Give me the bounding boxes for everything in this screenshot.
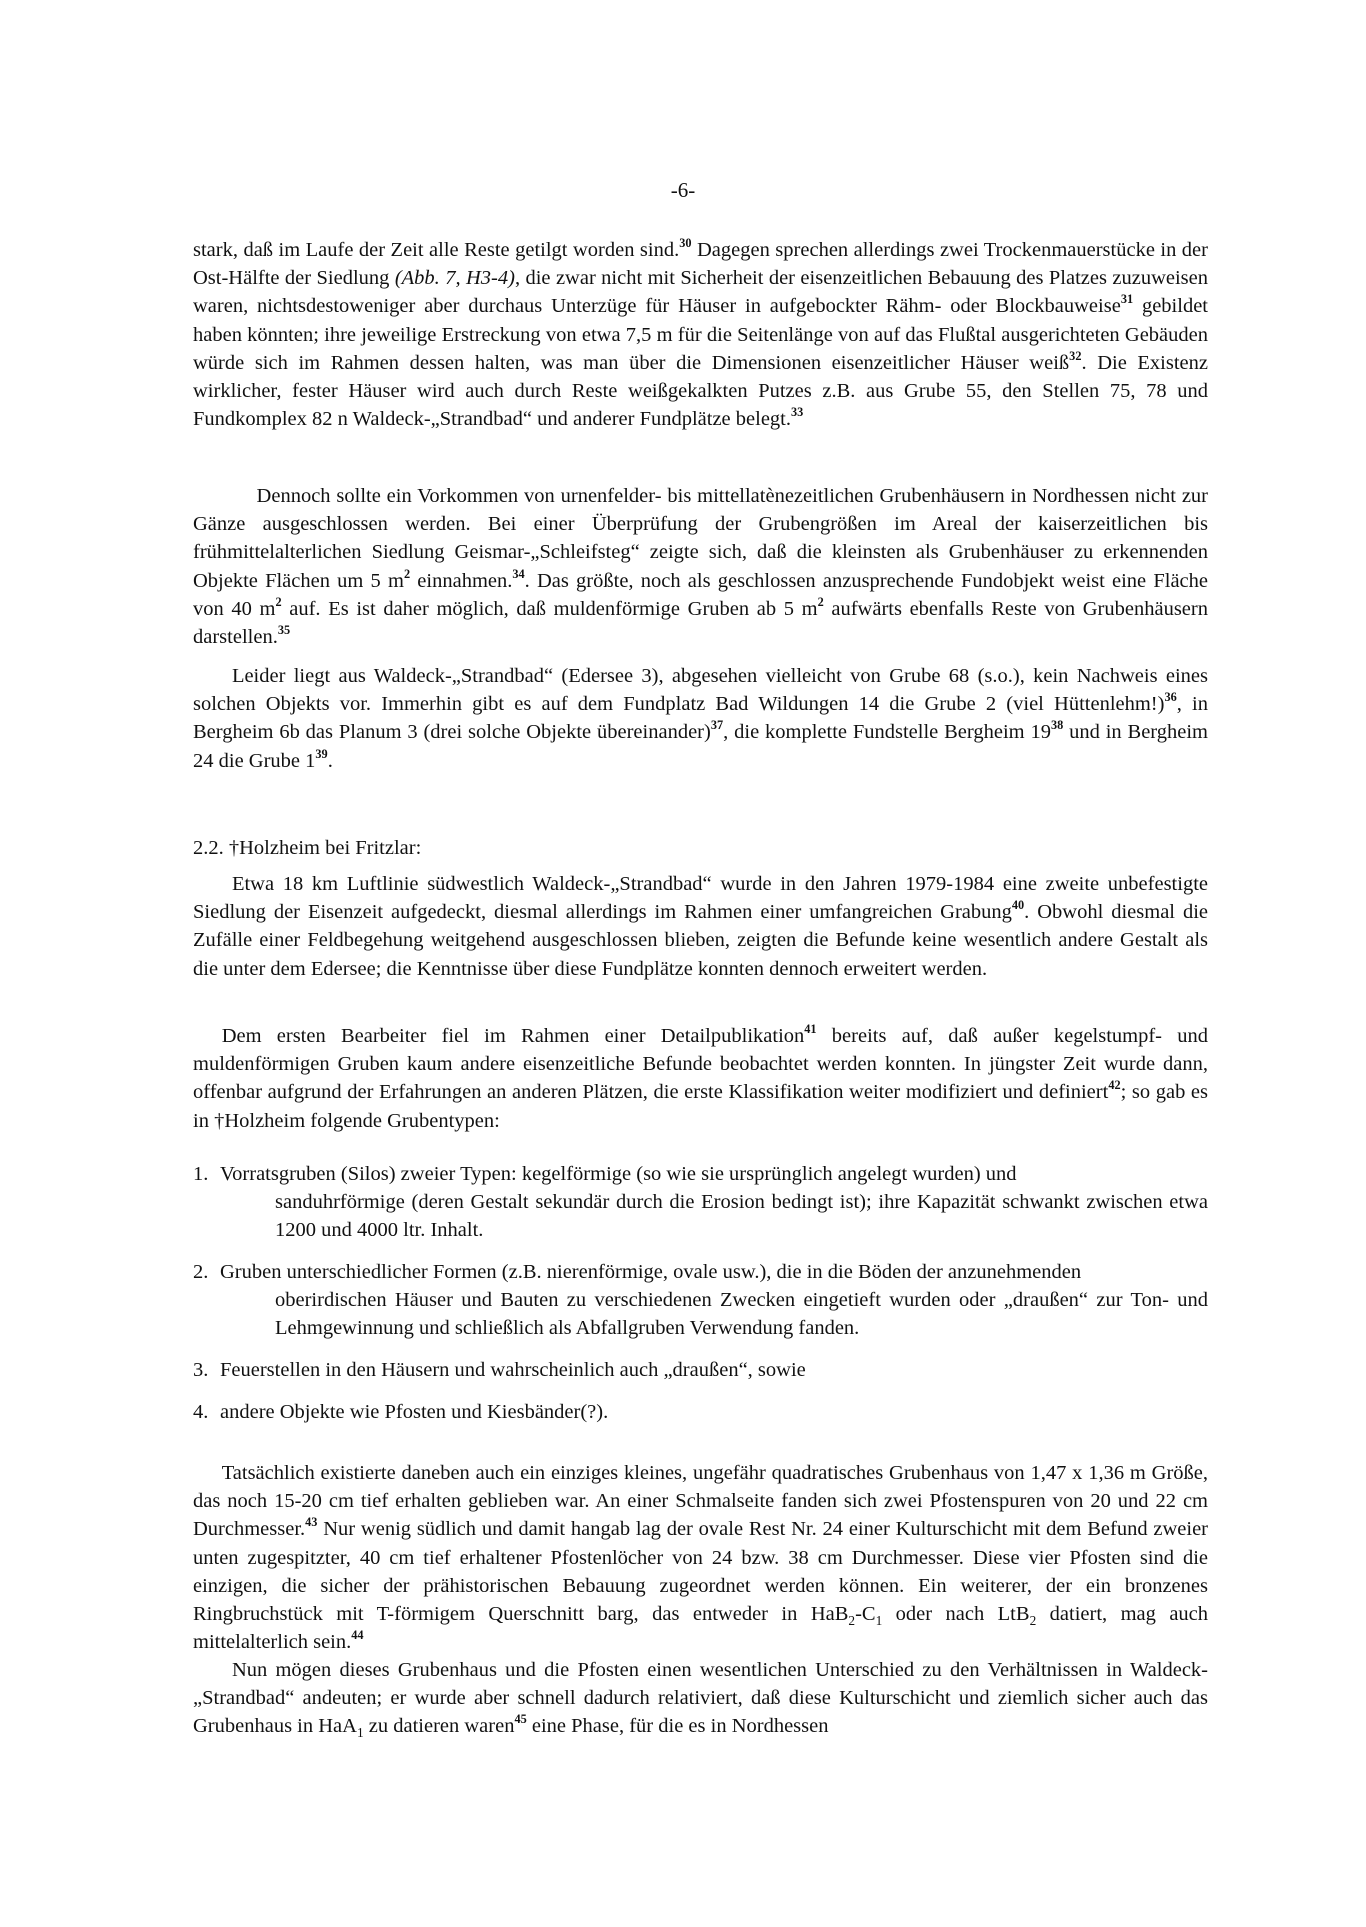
paragraph-4	[193, 870, 1208, 983]
footnote-ref: 41	[804, 1021, 817, 1036]
text: , die komplette Fundstelle Bergheim 19	[723, 721, 1051, 744]
footnote-ref: 30	[679, 235, 692, 250]
text: ; so gab es in †Holzheim folgende Grubentypen:	[193, 1081, 1208, 1132]
subscript: 2	[1029, 1613, 1037, 1629]
list-item	[193, 1258, 1208, 1343]
text: -C	[855, 1603, 876, 1626]
text: , in Bergheim 6b das Planum 3 (drei solche Objekte übereinander)	[193, 693, 1208, 744]
list-number: 3.	[193, 1359, 209, 1381]
text: Etwa 18 km Luftlinie südwestlich Waldeck-„Strandbad“ wurde in den Jahren 1979-1984 eine zweite unbefestigte Siedlung der Eisenzeit aufgedeckt, diesmal allerdings im Rahmen einer umfangreichen Grabung	[193, 873, 1208, 924]
paragraph-7	[193, 1656, 1208, 1741]
list-text-continued: oberirdischen Häuser und Bauten zu verschiedenen Zwecken eingetieft wurden oder „draußen“ zur Ton- und Lehmgewinnung und schließlich als Abfallgruben Verwendung fanden.	[275, 1289, 1208, 1340]
footnote-ref: 32	[1069, 348, 1082, 363]
text: Leider liegt aus Waldeck-„Strandbad“ (Edersee 3), abgesehen vielleicht von Grube 68 (s.o.), kein Nachweis eines solchen Objekts vor. Immerhin gibt es auf dem Fundplatz Bad Wildungen 14 die Grube 2 (viel Hüttenlehm!)	[193, 665, 1208, 716]
superscript: 2	[817, 594, 824, 609]
footnote-ref: 39	[315, 746, 328, 761]
superscript: 2	[403, 566, 411, 581]
list-number: 1.	[193, 1163, 209, 1185]
text: , die zwar nicht mit Sicherheit der eisenzeitlichen Bebauung des Platzes zuzuweisen waren, nichtsdestoweniger aber durchaus Unterzüge für Häuser in aufgebockter Rähm- oder Blockbauweise	[193, 267, 1208, 318]
subscript: 2	[848, 1613, 856, 1629]
footnote-ref: 45	[514, 1712, 527, 1727]
footnote-ref: 42	[1108, 1078, 1121, 1093]
text: und in Bergheim 24 die Grube 1	[193, 721, 1209, 772]
section-heading: 2.2. †Holzheim bei Fritzlar:	[193, 837, 422, 859]
text: auf. Es ist daher möglich, daß muldenförmige Gruben ab 5 m	[281, 597, 818, 620]
list-text-continued: sanduhrförmige (deren Gestalt sekundär durch die Erosion bedingt ist); ihre Kapazität schwankt zwischen etwa 1200 und 4000 ltr. Inhalt.	[275, 1191, 1208, 1242]
text: oder nach LtB	[882, 1603, 1030, 1626]
text: . Die Existenz wirklicher, fester Häuser wird auch durch Reste weißgekalkten Putzes z.B. aus Grube 55, den Stellen 75, 78 und Fundkomplex 82 n Waldeck-„Strandbad“ und anderer Fundplätze belegt.	[193, 351, 1208, 431]
list-item	[193, 1160, 1208, 1245]
text: Dennoch sollte ein Vorkommen von urnenfelder- bis mittellatènezeitlichen Grubenhäusern in Nordhessen nicht zur Gänze ausgeschlossen werden. Bei einer Überprüfung der Grubengrößen im Areal der kaiserzeitlichen bis frühmittelalterlichen Siedlung Geismar-„Schleifsteg“ zeigte sich, daß die kleinsten als Grubenhäuser zu erkennenden Objekte Flächen um 5 m	[193, 485, 1208, 592]
text: Nun mögen dieses Grubenhaus und die Pfosten einen wesentlichen Unterschied zu den Verhältnissen in Waldeck-„Strandbad“ andeuten; er wurde aber schnell dadurch relativiert, daß diese Kulturschicht und ziemlich sicher auch das Grubenhaus in HaA	[193, 1659, 1208, 1738]
paragraph-3	[193, 662, 1208, 775]
paragraph-2	[193, 482, 1208, 651]
text: . Das größte, noch als geschlossen anzusprechende Fundobjekt weist eine Fläche von 40 m	[193, 569, 1208, 620]
text: bereits auf, daß außer kegelstumpf- und muldenförmigen Gruben kaum andere eisenzeitliche Befunde beobachtet werden konnten. In jüngster Zeit wurde dann, offenbar aufgrund der Erfahrungen an anderen Plätzen, die erste Klassifikation weiter modifiziert und definiert	[193, 1025, 1209, 1104]
subscript: 1	[356, 1725, 364, 1741]
text: Nur wenig südlich und damit hangab lag der ovale Rest Nr. 24 einer Kulturschicht mit dem Befund zweier unten zugespitzter, 40 cm tief erhaltener Pfostenlöcher von 24 bzw. 38 cm Durchmesser. Diese vier Pfosten sind die einzigen, die sicher der prähistorischen Bebauung zugeordnet werden können. Ein weiterer, der ein bronzenes Ringbruchstück mit T-förmigem Querschnitt barg, das entweder in HaB	[193, 1518, 1208, 1626]
text: gebildet haben könnten; ihre jeweilige Erstreckung von etwa 7,5 m für die Seitenlänge von auf das Flußtal ausgerichteten Gebäuden würde sich im Rahmen dessen halten, was man über die Dimensionen eisenzeitlicher Häuser weiß	[193, 295, 1208, 374]
text: stark, daß im Laufe der Zeit alle Reste getilgt worden sind.	[193, 239, 680, 261]
footnote-ref: 33	[791, 405, 804, 420]
footnote-ref: 31	[1120, 292, 1134, 307]
list-text: andere Objekte wie Pfosten und Kiesbänder(?).	[220, 1401, 609, 1423]
list-text: Gruben unterschiedlicher Formen (z.B. nierenförmige, ovale usw.), die in die Böden der anzunehmenden	[220, 1261, 1082, 1283]
footnote-ref: 43	[305, 1515, 318, 1530]
footnote-ref: 38	[1050, 718, 1064, 733]
list-item	[193, 1398, 1208, 1426]
list-number: 2.	[193, 1261, 209, 1283]
text: datiert, mag auch mittelalterlich sein.	[193, 1603, 1209, 1654]
paragraph-1	[193, 236, 1208, 433]
paragraph-5	[193, 1022, 1208, 1135]
paragraph-6	[193, 1459, 1208, 1656]
text: eine Phase, für die es in Nordhessen	[526, 1715, 829, 1738]
figure-ref: (Abb. 7, H3-4)	[394, 267, 515, 290]
text: Dem ersten Bearbeiter fiel im Rahmen einer Detailpublikation	[221, 1025, 805, 1047]
subscript: 1	[875, 1613, 883, 1629]
text: aufwärts ebenfalls Reste von Grubenhäusern darstellen.	[193, 597, 1208, 649]
text: Tatsächlich existierte daneben auch ein einziges kleines, ungefähr quadratisches Grubenhaus von 1,47 x 1,36 m Größe, das noch 15-20 cm tief erhalten geblieben war. An einer Schmalseite fanden sich zwei Pfostenspuren von 20 und 22 cm Durchmesser.	[193, 1462, 1208, 1541]
text: .	[327, 749, 333, 772]
text: . Obwohl diesmal die Zufälle einer Feldbegehung weitgehend ausgeschlossen blieben, zeigten die Befunde keine wesentlich andere Gestalt als die unter dem Edersee; die Kenntnisse über diese Fundplätze konnten dennoch erweitert werden.	[193, 901, 1208, 980]
footnote-ref: 34	[512, 566, 525, 581]
list-item	[193, 1356, 1208, 1384]
list-text: Vorratsgruben (Silos) zweier Typen: kegelförmige (so wie sie ursprünglich angelegt wurden) und	[220, 1163, 1017, 1185]
footnote-ref: 44	[351, 1628, 364, 1643]
footnote-ref: 37	[710, 718, 724, 733]
text: zu datieren waren	[363, 1715, 515, 1738]
footnote-ref: 40	[1011, 898, 1025, 913]
list-text: Feuerstellen in den Häusern und wahrscheinlich auch „draußen“, sowie	[220, 1359, 806, 1381]
footnote-ref: 35	[277, 622, 291, 637]
text: einnahmen.	[410, 569, 513, 592]
page-number: -6-	[670, 178, 696, 202]
text: Dagegen sprechen allerdings zwei Trockenmauerstücke in der Ost-Hälfte der Siedlung	[193, 239, 1208, 290]
superscript: 2	[275, 594, 282, 609]
footnote-ref: 36	[1164, 690, 1177, 705]
list-number: 4.	[193, 1401, 209, 1423]
